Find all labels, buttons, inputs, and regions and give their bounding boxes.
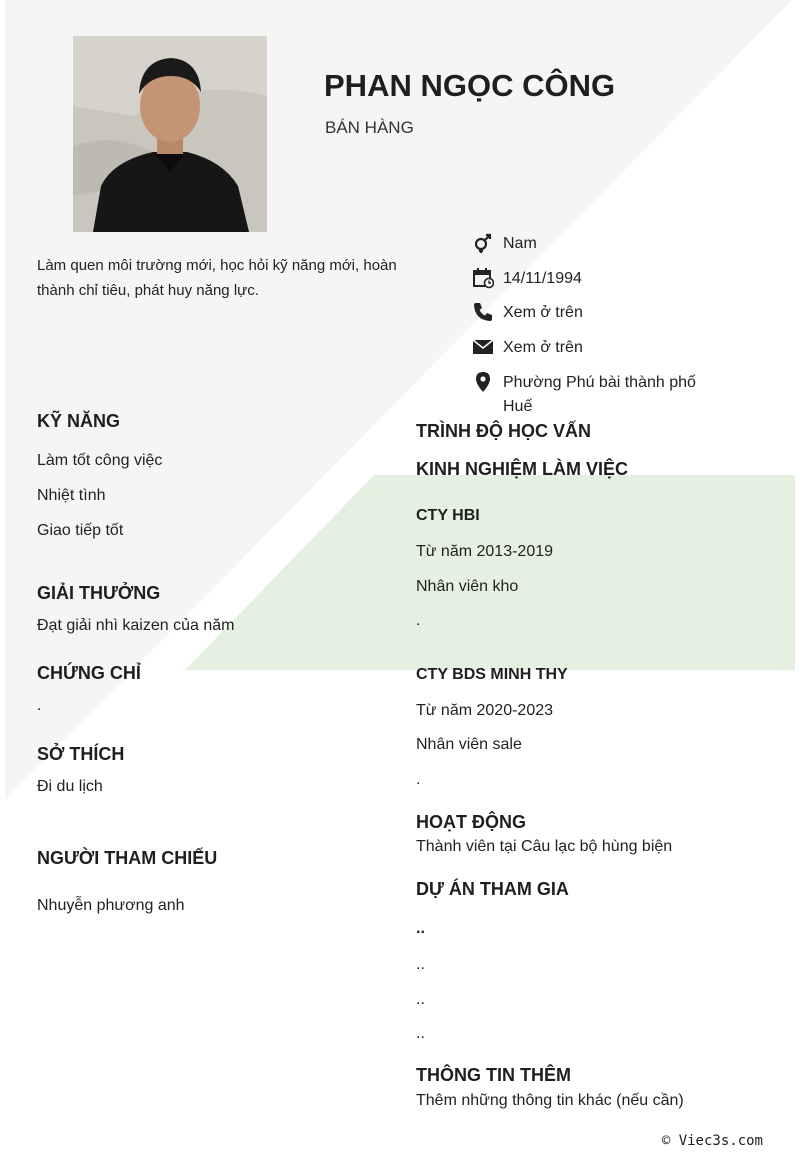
contact-email xyxy=(472,336,722,360)
references-heading: NGƯỜI THAM CHIẾU xyxy=(37,848,218,868)
gender-value: Nam xyxy=(503,235,537,252)
job-note: . xyxy=(416,771,421,788)
awards-heading: GIẢI THƯỞNG xyxy=(37,583,161,603)
projects-heading: DỰ ÁN THAM GIA xyxy=(416,879,569,899)
education-heading: TRÌNH ĐỘ HỌC VẤN xyxy=(416,421,591,441)
hobby-item: Đi du lịch xyxy=(37,778,103,795)
envelope-icon xyxy=(472,336,494,358)
project-line: .. xyxy=(416,956,425,973)
job-period: Từ năm 2020-2023 xyxy=(416,702,554,719)
activities-heading: HOẠT ĐỘNG xyxy=(416,812,526,832)
phone-icon xyxy=(472,301,494,323)
job-period: Từ năm 2013-2019 xyxy=(416,543,554,560)
skill-item: Giao tiếp tốt xyxy=(37,522,124,539)
contact-dob xyxy=(472,267,722,291)
dob-value: 14/11/1994 xyxy=(503,270,582,287)
calendar-icon xyxy=(472,267,494,289)
address-line-2: Huế xyxy=(503,398,533,415)
location-pin-icon xyxy=(472,371,494,393)
address-line-1: Phường Phú bài thành phố xyxy=(503,374,696,391)
profile-photo xyxy=(73,36,267,232)
reference-item: Nhuyễn phương anh xyxy=(37,897,185,914)
skill-item: Làm tốt công việc xyxy=(37,452,163,469)
award-item: Đạt giải nhì kaizen của năm xyxy=(37,617,235,634)
job-role: Nhân viên sale xyxy=(416,736,522,753)
footer-credit: © Viec3s.com xyxy=(661,1133,763,1149)
project-line: .. xyxy=(416,991,425,1008)
gender-icon xyxy=(472,232,494,254)
address-value xyxy=(503,371,696,419)
skills-heading: KỸ NĂNG xyxy=(37,411,121,431)
project-title: .. xyxy=(416,920,425,937)
project-line: .. xyxy=(416,1025,425,1042)
contact-address xyxy=(472,371,722,419)
career-objective: Làm quen môi trường mới, học hỏi kỹ năng mới, hoàn thành chỉ tiêu, phát huy năng lực. xyxy=(37,257,397,299)
hobbies-heading: SỞ THÍCH xyxy=(37,744,125,764)
additional-info-heading: THÔNG TIN THÊM xyxy=(416,1065,571,1085)
certificates-heading: CHỨNG CHỈ xyxy=(37,663,141,683)
candidate-name: PHAN NGỌC CÔNG xyxy=(324,68,616,103)
job-note: . xyxy=(416,612,421,629)
certificate-item: . xyxy=(37,697,42,714)
experience-heading: KINH NGHIỆM LÀM VIỆC xyxy=(416,459,629,479)
contact-gender xyxy=(472,232,722,256)
job-company: CTY HBI xyxy=(416,507,480,524)
candidate-position: BÁN HÀNG xyxy=(325,118,414,137)
job-role: Nhân viên kho xyxy=(416,578,519,595)
job-company: CTY BDS MINH THY xyxy=(416,666,568,683)
phone-value: Xem ở trên xyxy=(503,304,583,321)
email-value: Xem ở trên xyxy=(503,339,583,356)
skill-item: Nhiệt tình xyxy=(37,487,106,504)
activity-item: Thành viên tại Câu lạc bộ hùng biện xyxy=(416,838,673,855)
contact-phone xyxy=(472,301,722,325)
additional-info-text: Thêm những thông tin khác (nếu cần) xyxy=(416,1092,684,1109)
